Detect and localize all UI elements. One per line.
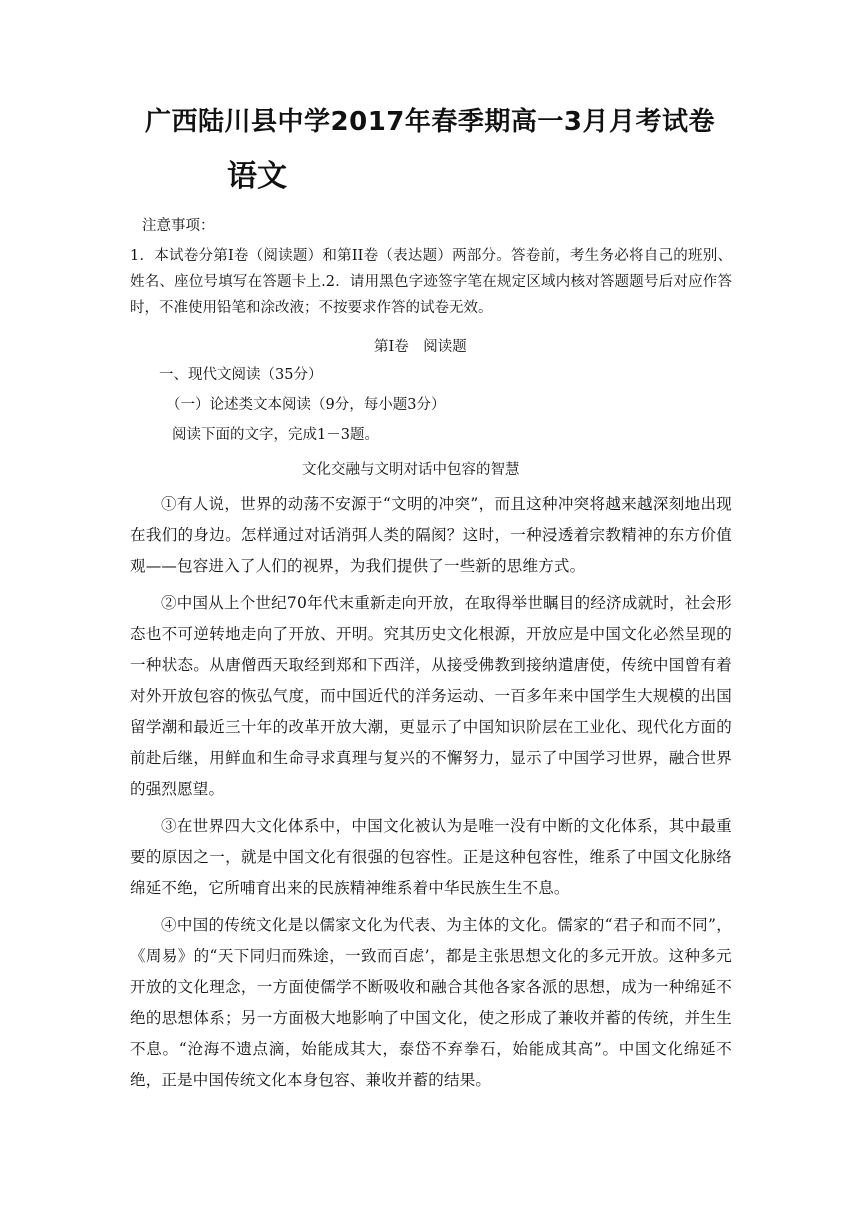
article-paragraph-1: ①有人说，世界的动荡不安源于“文明的冲突”，而且这种冲突将越来越深刻地出现在我们的身边。怎样通过对话消弭人类的隔阂？这时，一种浸透着宗教精神的东方价值观——包容进入了人们的视界，为我们提供了一些新的思维方式。 bbox=[130, 495, 732, 575]
reading-instruction: 阅读下面的文字，完成1－3题。 bbox=[172, 427, 379, 443]
subsection1-heading: （一）论述类文本阅读（9分，每小题3分） bbox=[166, 397, 446, 413]
part1-heading: 第Ⅰ卷 阅读题 bbox=[374, 339, 467, 355]
article-paragraph-2: ②中国从上个世纪70年代末重新走向开放，在取得举世瞩目的经济成就时，社会形态也不可逆转地走向了开放、开明。究其历史文化根源，开放应是中国文化必然呈现的一种状态。从唐僧西天取经到郑和下西洋，从接受佛教到接纳遣唐使，传统中国曾有着对外开放包容的恢弘气度，而中国近代的洋务运动、一百多年来中国学生大规模的出国留学潮和最近三十年的改革开放大潮，更显示了中国知识阶层在工业化、现代化方面的前赴后继，用鲜血和生命寻求真理与复兴的不懈努力，显示了中国学习世界，融合世界的强烈愿望。 bbox=[130, 594, 732, 798]
notice-body: 1．本试卷分第Ⅰ卷（阅读题）和第II卷（表达题）两部分。答卷前，考生务必将自己的班别、姓名、座位号填写在答题卡上.2．请用黑色字迹签字笔在规定区域内核对答题题号后对应作答时，不准使用铅笔和涂改液；不按要求作答的试卷无效。 bbox=[130, 248, 732, 316]
article-title: 文化交融与文明对话中包容的智慧 bbox=[302, 462, 520, 478]
article-paragraph-3: ③在世界四大文化体系中，中国文化被认为是唯一没有中断的文化体系，其中最重要的原因之一，就是中国文化有很强的包容性。正是这种包容性，维系了中国文化脉络绵延不绝，它所哺育出来的民族精神维系着中华民族生生不息。 bbox=[130, 817, 732, 897]
subject-title: 语文 bbox=[227, 159, 287, 194]
notice-heading: 注意事项： bbox=[142, 218, 215, 234]
article-paragraph-4: ④中国的传统文化是以儒家文化为代表、为主体的文化。儒家的“君子和而不同”，《周易》的“天下同归而殊途，一致而百虑’，都是主张思想文化的多元开放。这种多元开放的文化理念，一方面使儒学不断吸收和融合其他各家各派的思想，成为一种绵延不绝的思想体系；另一方面极大地影响了中国文化，使之形成了兼收并蓄的传统，并生生不息。“沧海不遗点滴，始能成其大，泰岱不弃拳石，始能成其高”。中国文化绵延不绝，正是中国传统文化本身包容、兼收并蓄的结果。 bbox=[130, 916, 732, 1089]
section1-heading: 一、现代文阅读（35分） bbox=[159, 367, 323, 383]
exam-title: 广西陆川县中学2017年春季期高一3月月考试卷 bbox=[145, 107, 715, 137]
article-body bbox=[130, 489, 732, 1096]
